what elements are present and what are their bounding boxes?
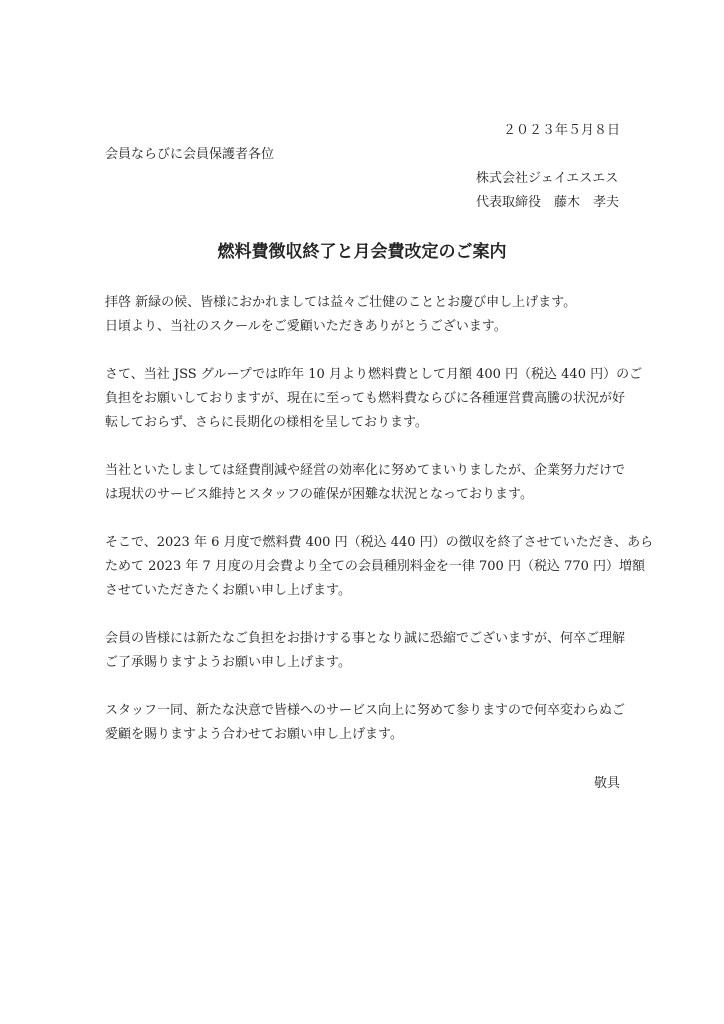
paragraph-line: 拝啓 新緑の候、皆様におかれましては益々ご壮健のこととお慶び申し上げます。 [105, 295, 577, 310]
representative: 代表取締役 藤木 孝夫 [476, 195, 620, 210]
paragraph-line: ためて 2023 年 7 月度の月会費より全ての会員種別料金を一律 700 円（税込 770 円）増額 [105, 559, 646, 574]
paragraph-line: ご了承賜りますようお願い申し上げます。 [105, 655, 351, 670]
paragraph-line: 愛顧を賜りますよう合わせてお願い申し上げます。 [105, 727, 403, 742]
document-date: ２０２３年５月８日 [502, 123, 620, 138]
paragraph-line: 会員の皆様には新たなご負担をお掛けする事となり誠に恐縮でございますが、何卒ご理解 [105, 631, 626, 646]
closing-keigu: 敬具 [593, 776, 620, 791]
paragraph-line: 日頃より、当社のスクールをご愛顧いただきありがとうございます。 [105, 319, 507, 334]
document-title: 燃料費徴収終了と月会費改定のご案内 [217, 242, 507, 262]
paragraph-line: スタッフ一同、新たな決意で皆様へのサービス向上に努めて参りますので何卒変わらぬご [105, 703, 626, 718]
recipients: 会員ならびに会員保護者各位 [105, 147, 275, 162]
paragraph-line: さて、当社 JSS グループでは昨年 10 月より燃料費として月額 400 円（税込 440 円）のご [105, 367, 643, 382]
paragraph-line: させていただきたくお願い申し上げます。 [105, 583, 351, 598]
paragraph-line: 負担をお願いしておりますが、現在に至っても燃料費ならびに各種運営費高騰の状況が好 [105, 391, 626, 406]
paragraph-line: は現状のサービス維持とスタッフの確保が困難な状況となっております。 [105, 487, 533, 502]
paragraph-line: 転しておらず、さらに長期化の様相を呈しております。 [105, 415, 428, 430]
paragraph-line: そこで、2023 年 6 月度で燃料費 400 円（税込 440 円）の徴収を終了させていただき、あら [105, 535, 654, 550]
paragraph-line: 当社といたしましては経費削減や経営の効率化に努めてまいりましたが、企業努力だけで [105, 463, 626, 478]
company-name: 株式会社ジェイエスエス [476, 171, 619, 186]
